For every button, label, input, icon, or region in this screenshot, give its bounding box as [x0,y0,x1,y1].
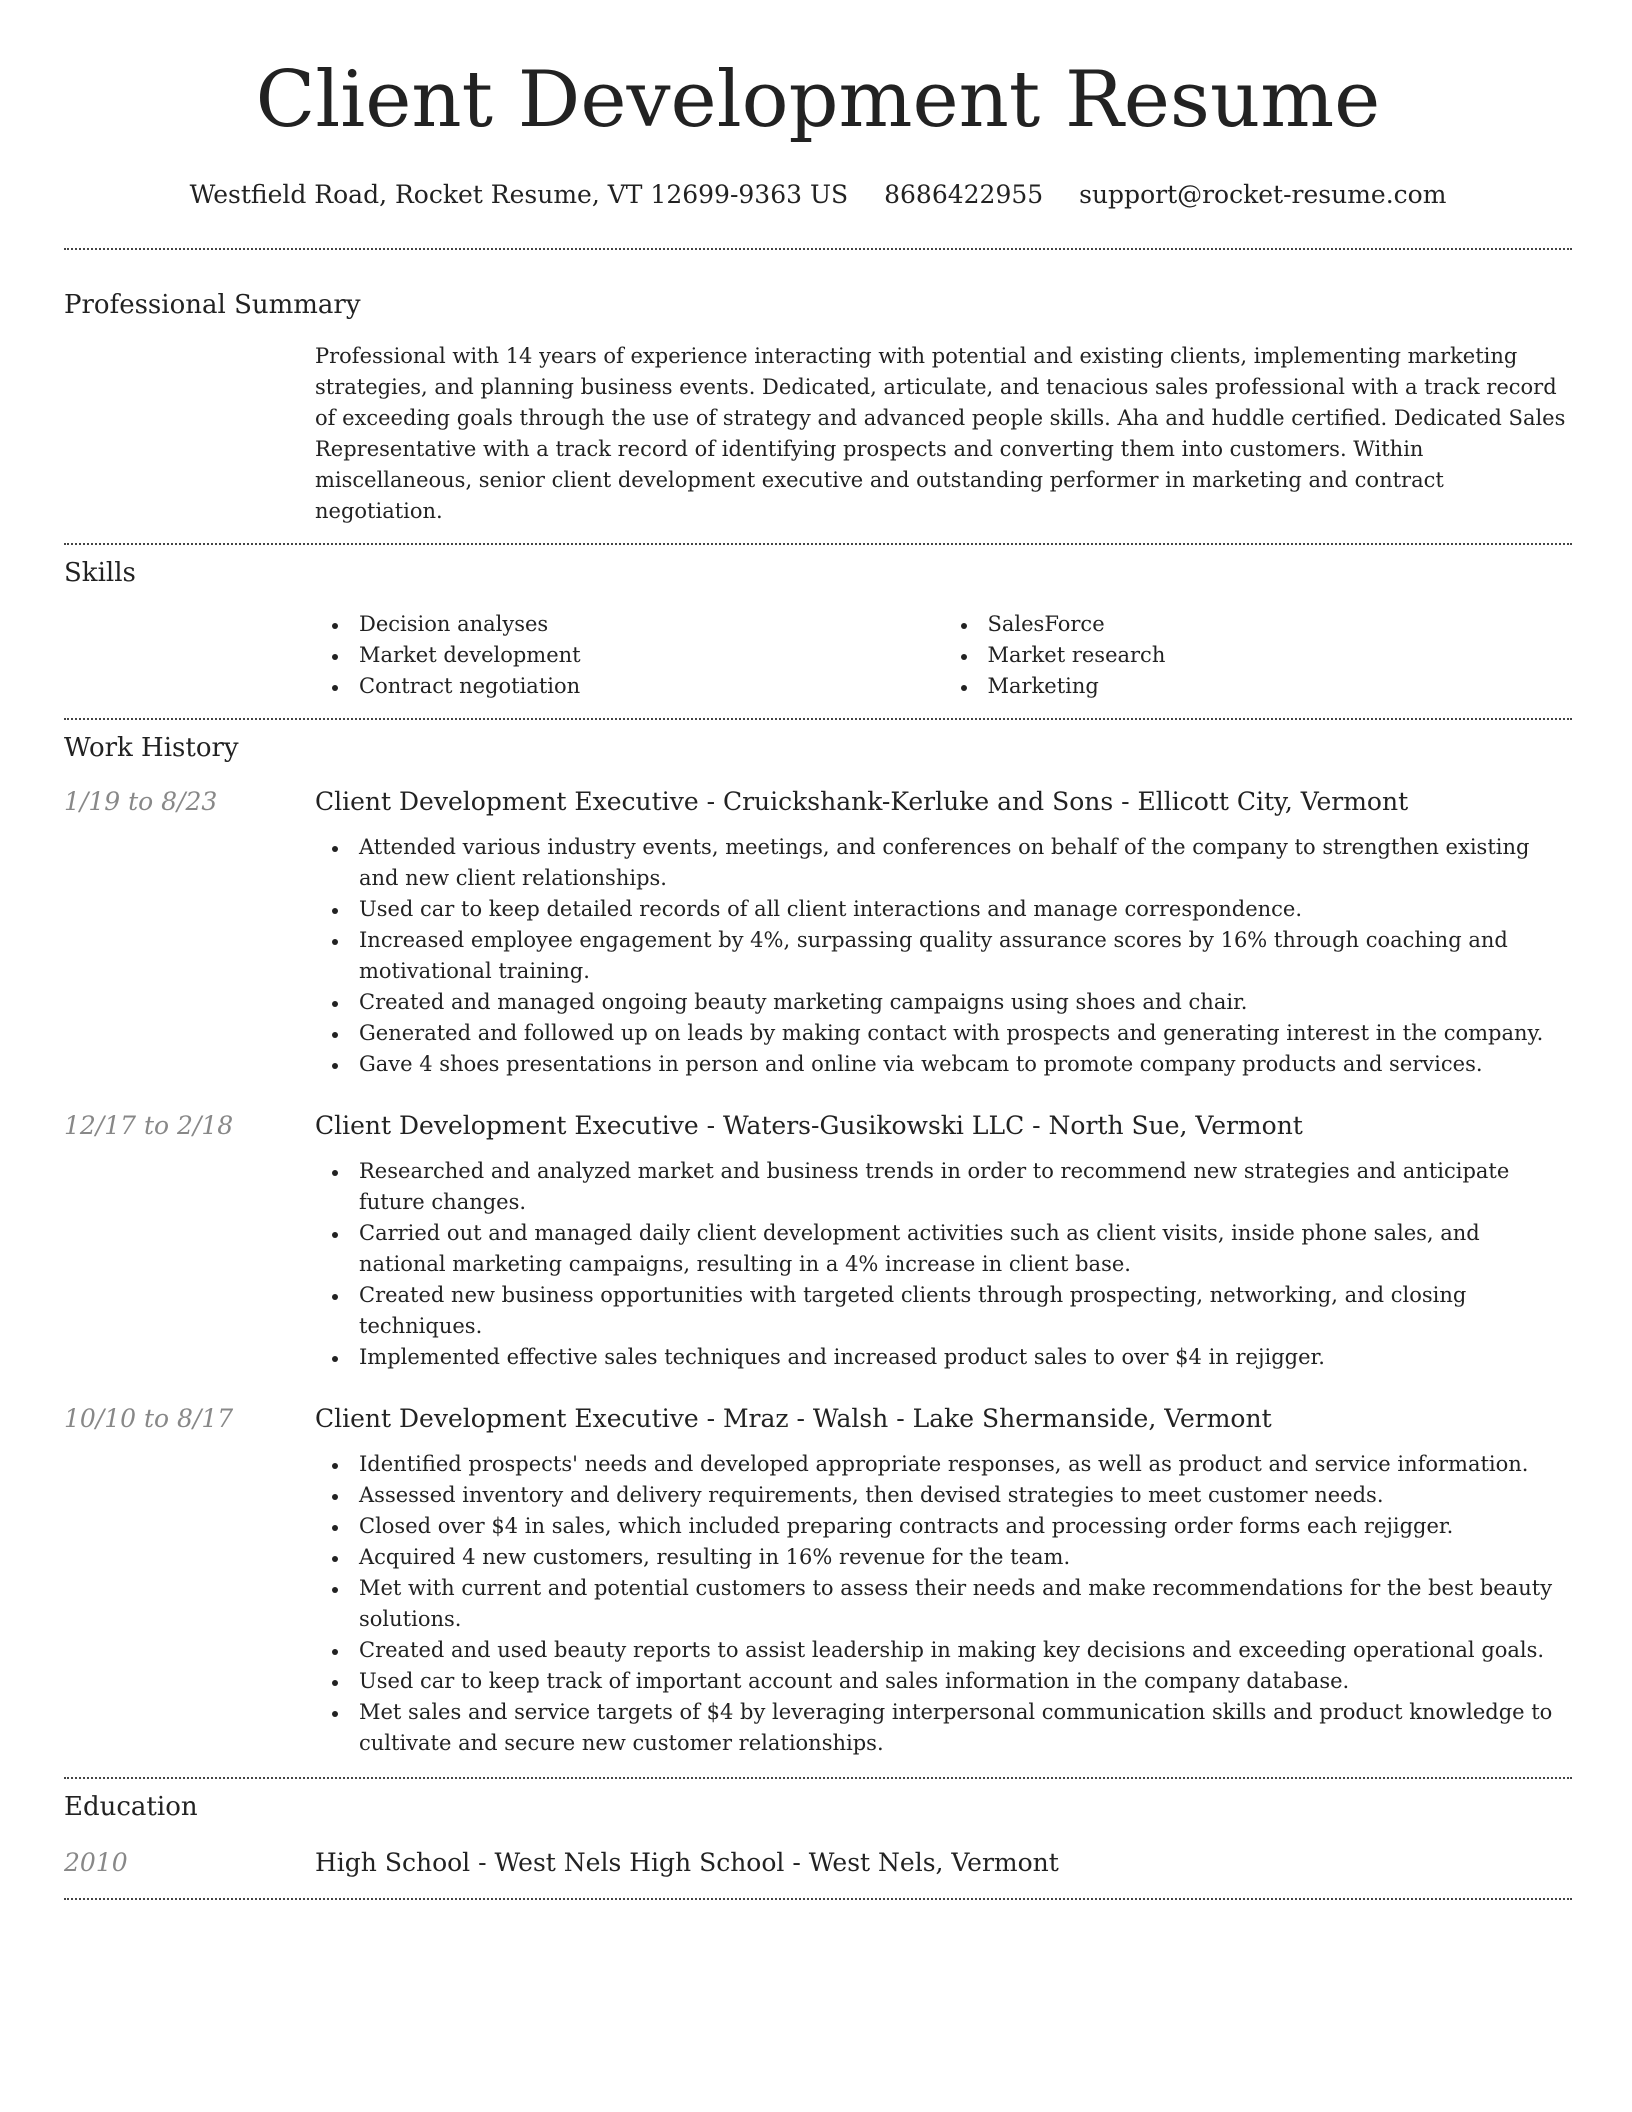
job-bullets-row [64,1449,1572,1759]
job-bullet: Closed over $4 in sales, which included preparing contracts and processing order forms each rejigger. [359,1511,1572,1542]
contact-email: support@rocket-resume.com [1079,180,1447,209]
job-title: Client Development Executive - Cruickshank-Kerluke and Sons - Ellicott City, Vermont [315,787,1409,816]
summary-heading: Professional Summary [64,290,361,320]
skill-item: Decision analyses [359,609,944,640]
job-title: Client Development Executive - Waters-Gusikowski LLC - North Sue, Vermont [315,1111,1303,1140]
job-bullet: Used car to keep detailed records of all client interactions and manage correspondence. [359,894,1572,925]
summary-row [64,341,1572,527]
job-bullets [315,832,1572,1080]
education-year: 2010 [64,1848,128,1877]
work-section [64,720,1572,1759]
job-bullet: Met with current and potential customers to assess their needs and make recommendations for the best beauty solutions. [359,1573,1572,1635]
job-bullet: Met sales and service targets of $4 by leveraging interpersonal communication skills and product knowledge to cultivate and secure new customer relationships. [359,1697,1572,1759]
job-bullets-row [64,832,1572,1080]
skill-item: Market development [359,640,944,671]
job-bullet: Created and used beauty reports to assist leadership in making key decisions and exceeding operational goals. [359,1635,1572,1666]
skills-list-left [315,609,944,702]
job-bullet: Identified prospects' needs and developed appropriate responses, as well as product and service information. [359,1449,1572,1480]
job-dates: 12/17 to 2/18 [64,1111,234,1140]
work-heading: Work History [64,733,239,763]
job-bullet: Created new business opportunities with targeted clients through prospecting, networking, and closing techniques. [359,1280,1572,1342]
job-bullet: Created and managed ongoing beauty marketing campaigns using shoes and chair. [359,987,1572,1018]
job-header [64,785,1572,819]
resume-title: Client Development Resume [255,55,1381,145]
job-bullet: Acquired 4 new customers, resulting in 16% revenue for the team. [359,1542,1572,1573]
job-header [64,1109,1572,1143]
skills-section [64,545,1572,702]
education-title: High School - West Nels High School - West Nels, Vermont [315,1848,1059,1877]
education-heading: Education [64,1792,198,1822]
education-section [64,1779,1572,1880]
skills-heading: Skills [64,558,136,588]
skills-row [64,609,1572,702]
skill-item: Market research [988,640,1573,671]
job-dates: 1/19 to 8/23 [64,787,218,816]
job-bullets [315,1156,1572,1373]
job-bullet: Attended various industry events, meetings, and conferences on behalf of the company to strengthen existing and new client relationships. [359,832,1572,894]
education-entry [64,1846,1572,1880]
job-entry [64,1402,1572,1759]
job-bullet: Generated and followed up on leads by making contact with prospects and generating interest in the company. [359,1018,1572,1049]
skill-item: SalesForce [988,609,1573,640]
job-bullet: Used car to keep track of important account and sales information in the company database. [359,1666,1572,1697]
section-divider [64,1898,1572,1900]
job-bullet: Implemented effective sales techniques and increased product sales to over $4 in rejigger. [359,1342,1572,1373]
resume-page [64,0,1572,1900]
contact-address: Westfield Road, Rocket Resume, VT 12699-9363 US [189,180,849,209]
job-bullet: Researched and analyzed market and business trends in order to recommend new strategies and anticipate future changes. [359,1156,1572,1218]
summary-section [64,250,1572,527]
skill-item: Marketing [988,671,1573,702]
job-bullet: Carried out and managed daily client development activities such as client visits, inside phone sales, and national marketing campaigns, resulting in a 4% increase in client base. [359,1218,1572,1280]
contact-phone: 8686422955 [884,180,1044,209]
job-entry [64,1109,1572,1373]
skill-item: Contract negotiation [359,671,944,702]
job-dates: 10/10 to 8/17 [64,1404,234,1433]
skills-list-right [944,609,1573,702]
job-entry [64,785,1572,1080]
job-bullet: Gave 4 shoes presentations in person and online via webcam to promote company products and services. [359,1049,1572,1080]
summary-text: Professional with 14 years of experience interacting with potential and existing clients, implementing marketing strategies, and planning business events. Dedicated, articulate, and tenacious sales professional with a track record of exceeding goals through the use of strategy and advanced people skills. Aha and huddle certified. Dedicated Sales Representative with a track record of identifying prospects and converting them into customers. Within miscellaneous, senior client development executive and outstanding performer in marketing and contract negotiation. [315,344,1566,523]
job-bullets [315,1449,1572,1759]
job-header [64,1402,1572,1436]
job-title: Client Development Executive - Mraz - Walsh - Lake Shermanside, Vermont [315,1404,1272,1433]
job-bullet: Increased employee engagement by 4%, surpassing quality assurance scores by 16% through coaching and motivational training. [359,925,1572,987]
contact-line [64,178,1572,212]
job-bullet: Assessed inventory and delivery requirements, then devised strategies to meet customer needs. [359,1480,1572,1511]
job-bullets-row [64,1156,1572,1373]
